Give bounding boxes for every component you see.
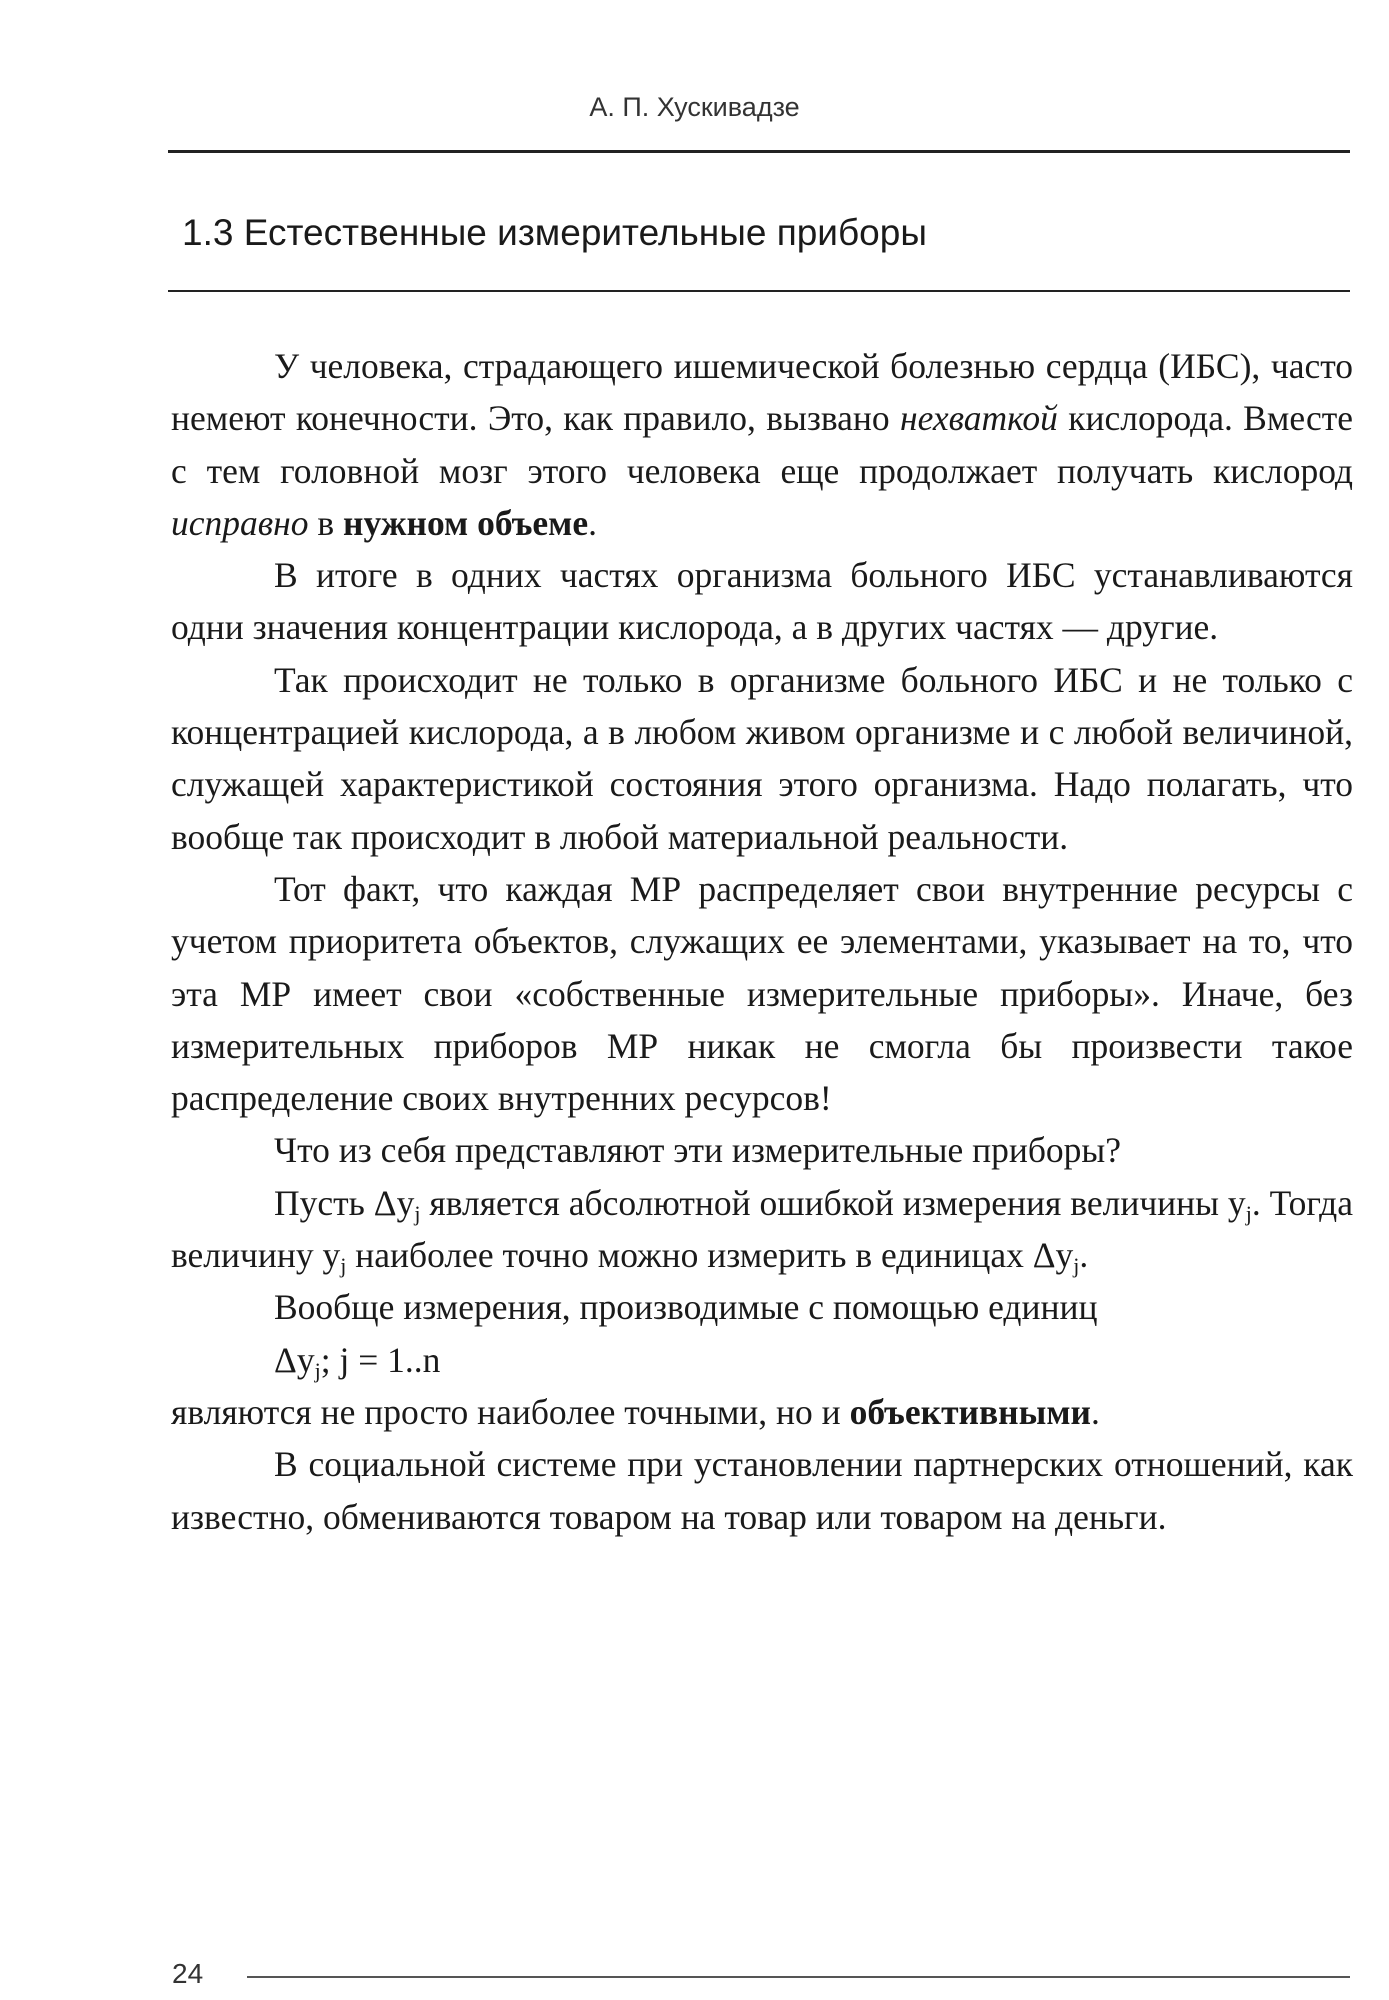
strong-text: объективными [849, 1391, 1091, 1432]
running-head: А. П. Хускивадзе [589, 92, 800, 122]
section-heading-rule [168, 290, 1350, 292]
emphasis: нехваткой [899, 398, 1058, 439]
footer-rule [247, 1976, 1350, 1978]
paragraph: Пусть Δyj является абсолютной ошибкой измерения величины yj. Тогда величину yj наиболее точно можно измерить в единицах Δyj. [171, 1182, 1353, 1279]
formula: Δyj; j = 1..n [274, 1339, 441, 1383]
body-text [171, 340, 1353, 1543]
header-rule [168, 150, 1350, 153]
paragraph: В итоге в одних частях организма больного ИБС устанавливаются одни значения концентрации кислорода, а в других частях — другие. [171, 555, 1353, 648]
paragraph: В социальной системе при установлении партнерских отношений, как известно, обмениваются товаром на товар или товаром на деньги. [171, 1444, 1353, 1537]
page-number: 24 [172, 1958, 204, 1989]
paragraph: Что из себя представляют эти измерительные приборы? [274, 1130, 1121, 1171]
strong-text: нужном объеме [343, 502, 589, 543]
paragraph: Так происходит не только в организме больного ИБС и не только с концентрацией кислорода, а в любом живом организме и с любой величиной, служащей характеристикой состояния этого организма. Надо полагать, что вообще так происходит в любой материальной реальности. [171, 659, 1353, 857]
section-heading: 1.3 Естественные измерительные приборы [182, 212, 927, 253]
paragraph: Вообще измерения, производимые с помощью единиц [274, 1287, 1098, 1328]
paragraph: являются не просто наиболее точными, но и объективными. [171, 1391, 1100, 1432]
emphasis: исправно [171, 502, 309, 543]
paragraph: У человека, страдающего ишемической болезнью сердца (ИБС), часто немеют конечности. Это, как правило, вызвано нехваткой кислорода. Вместе с тем головной мозг этого человека еще продолжает получать кислород исправно в нужном объеме. [171, 346, 1353, 543]
paragraph: Тот факт, что каждая МР распределяет свои внутренние ресурсы с учетом приоритета объектов, служащих ее элементами, указывает на то, что эта МР имеет свои «собственные измерительные приборы». Иначе, без измерительных приборов МР никак не смогла бы произвести такое распределение своих внутренних ресурсов! [171, 868, 1353, 1119]
